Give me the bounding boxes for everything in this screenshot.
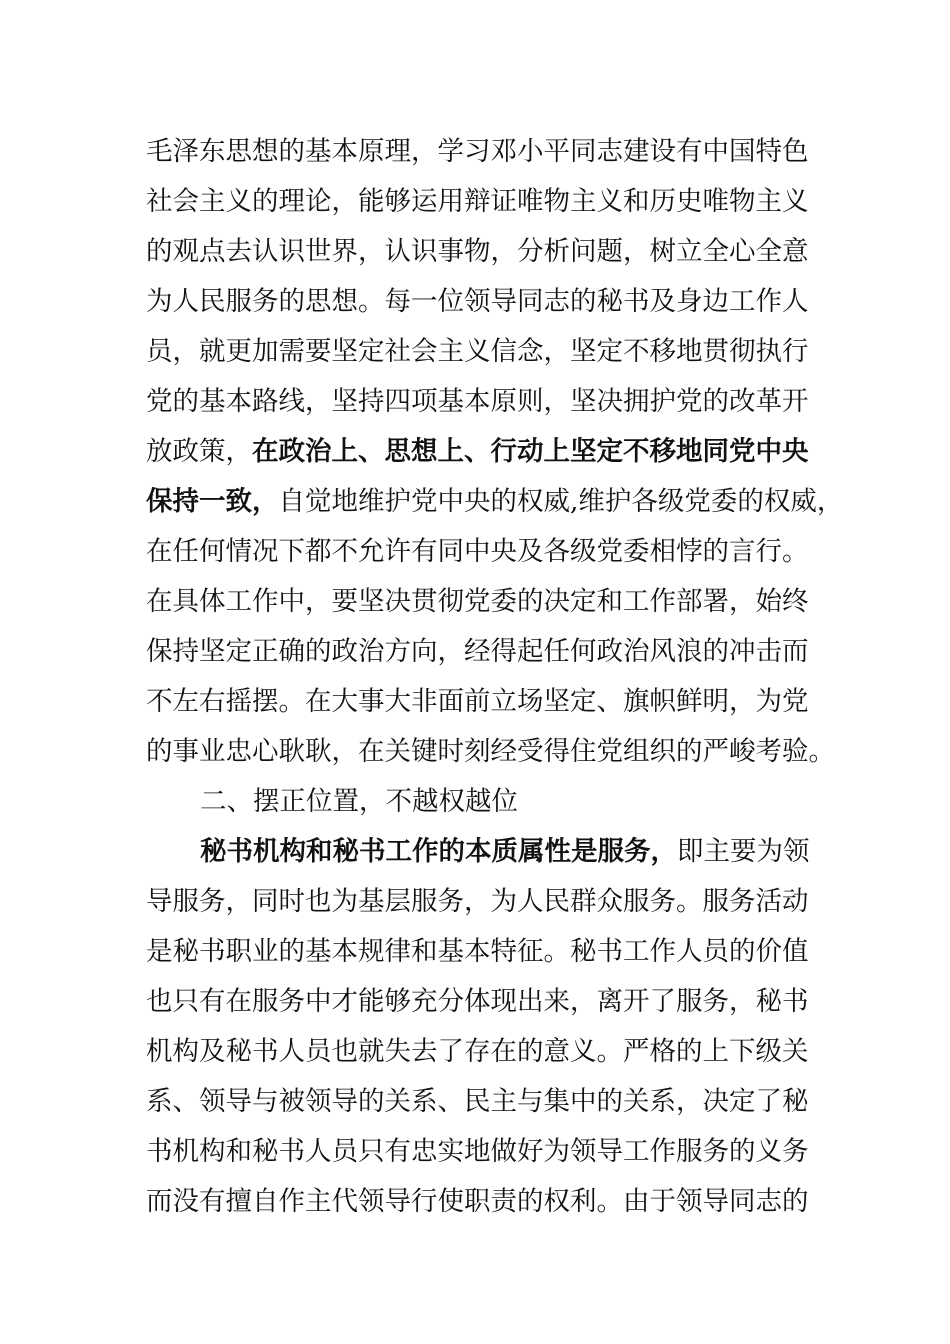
paragraph-line: 在任何情况下都不允许有同中央及各级党委相悖的言行。 [146,536,809,567]
paragraph-line: 在具体工作中，要坚决贯彻党委的决定和工作部署，始终 [146,586,809,617]
paragraph-line [146,482,844,522]
paragraph-line: 是秘书职业的基本规律和基本特征。秘书工作人员的价值 [146,936,809,967]
paragraph-line [200,832,810,872]
paragraph-line: 员，就更加需要坚定社会主义信念，坚定不移地贯彻执行 [146,336,809,367]
paragraph-line: 社会主义的理论，能够运用辩证唯物主义和历史唯物主义 [146,186,809,217]
paragraph-line: 而没有擅自作主代领导行使职责的权利。由于领导同志的 [146,1186,809,1217]
paragraph-line: 不左右摇摆。在大事大非面前立场坚定、旗帜鲜明，为党 [146,686,809,717]
paragraph-line [146,432,809,472]
emphasis-text: 在政治上、思想上、行动上坚定不移地同党中央 [252,436,809,467]
paragraph-line: 党的基本路线，坚持四项基本原则，坚决拥护党的改革开 [146,386,809,417]
paragraph-line: 为人民服务的思想。每一位领导同志的秘书及身边工作人 [146,286,809,317]
paragraph-line: 导服务，同时也为基层服务，为人民群众服务。服务活动 [146,886,809,917]
line-text: 即主要为领 [677,836,810,867]
paragraph-line: 也只有在服务中才能够充分体现出来，离开了服务，秘书 [146,986,809,1017]
line-text: 自觉地维护党中央的权威,维护各级党委的权威， [278,486,844,517]
paragraph-line: 的观点去认识世界，认识事物，分析问题，树立全心全意 [146,236,809,267]
emphasis-text: 保持一致， [146,486,279,517]
section-heading: 二、摆正位置，不越权越位 [200,786,518,817]
paragraph-line: 机构及秘书人员也就失去了存在的意义。严格的上下级关 [146,1036,809,1067]
paragraph-line: 书机构和秘书人员只有忠实地做好为领导工作服务的义务 [146,1136,809,1167]
paragraph-line: 系、领导与被领导的关系、民主与集中的关系，决定了秘 [146,1086,809,1117]
paragraph-line: 毛泽东思想的基本原理，学习邓小平同志建设有中国特色 [146,136,809,167]
paragraph-line: 保持坚定正确的政治方向，经得起任何政治风浪的冲击而 [146,636,809,667]
line-text: 放政策， [146,436,252,467]
paragraph-line: 的事业忠心耿耿，在关键时刻经受得住党组织的严峻考验。 [146,736,835,767]
emphasis-text: 秘书机构和秘书工作的本质属性是服务， [200,836,677,867]
